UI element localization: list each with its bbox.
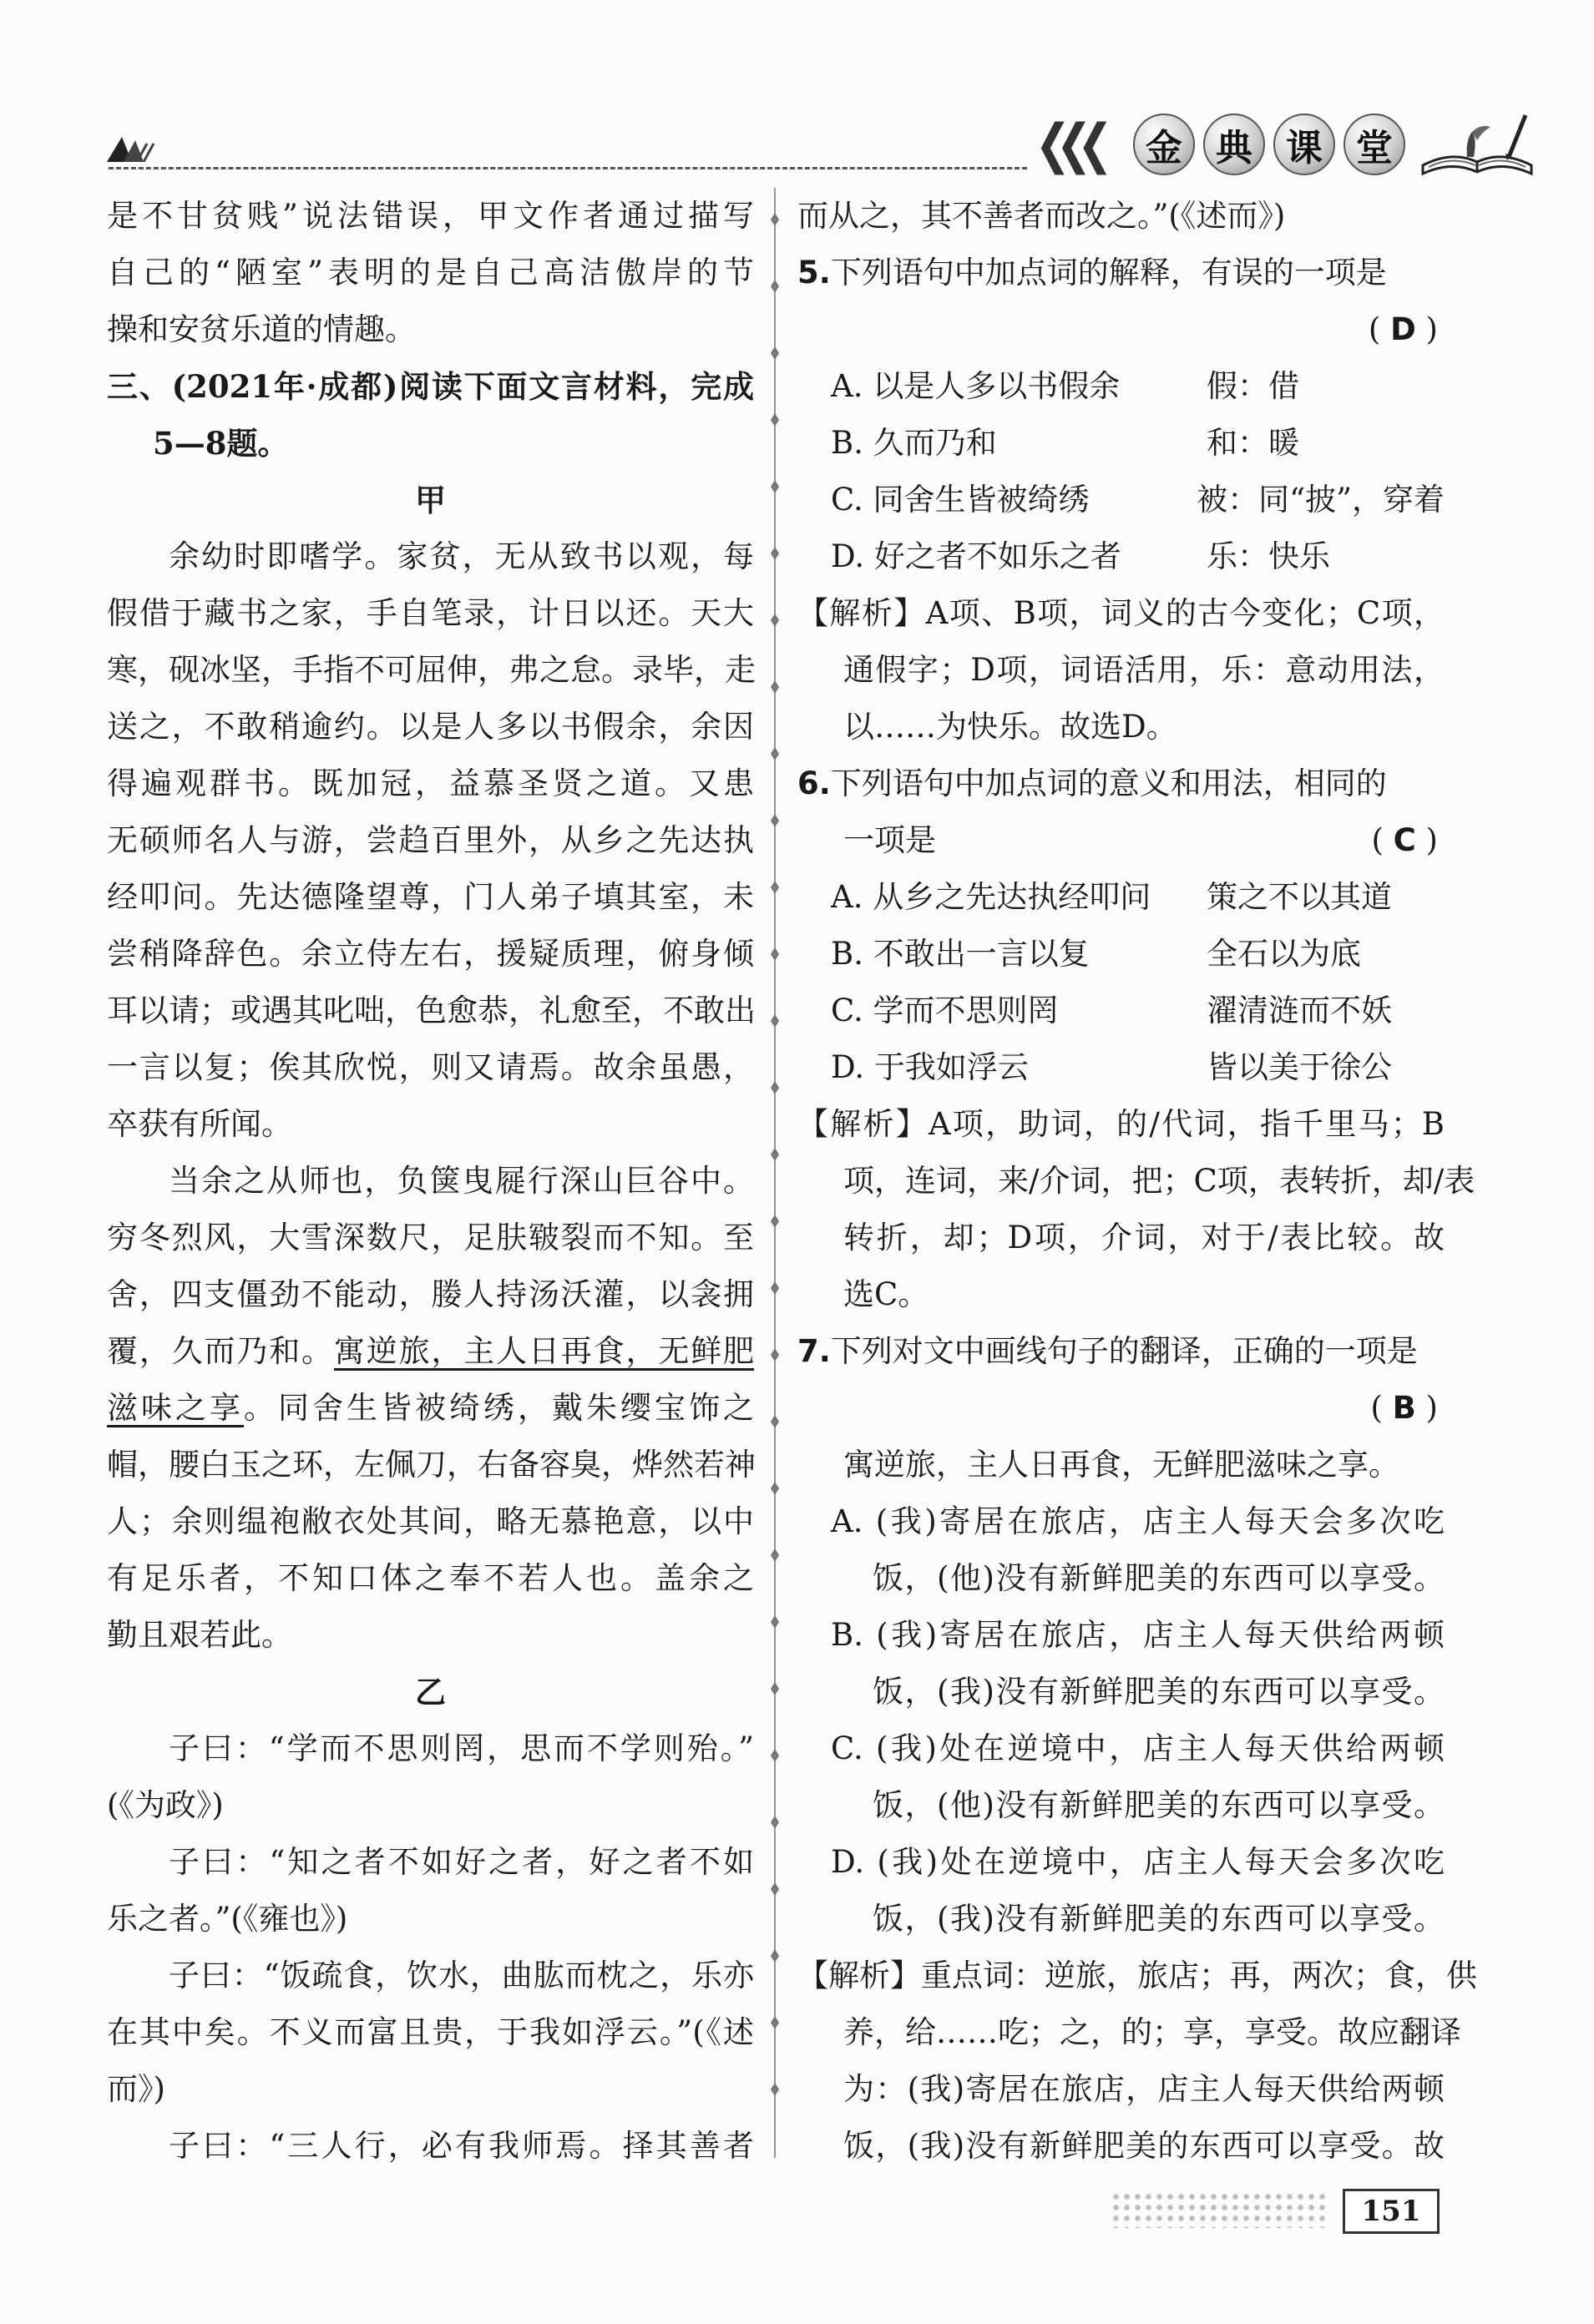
option-row: [797, 926, 1445, 983]
question-5: [797, 245, 1445, 301]
text-line: 子曰：“三人行，必有我师焉。择其善者: [169, 2128, 754, 2164]
analysis-line: 选C。: [843, 1276, 929, 1312]
text-line: 而》): [107, 2071, 165, 2107]
right-column: [797, 188, 1477, 2175]
option-row: [797, 983, 1445, 1039]
option-sentence: C. 学而不思则罔: [831, 993, 1059, 1028]
option-sentence: A. 从乡之先达执经叩问: [831, 879, 1151, 915]
header-dashed-rule: [109, 167, 1027, 169]
option-gloss: 乐：快乐: [1207, 538, 1330, 574]
option-compare: 策之不以其道: [1207, 879, 1392, 915]
text-line: 人；余则缊袍敝衣处其间，略无慕艳意，以中: [107, 1503, 754, 1539]
option-line-cont: 饭，(他)没有新鲜肥美的东西可以享受。: [873, 1787, 1445, 1823]
option-compare: 濯清涟而不妖: [1207, 993, 1392, 1028]
open-book-pencil-icon: [1419, 107, 1536, 182]
option-sentence: C. 同舍生皆被绮绣: [831, 482, 1090, 518]
section-heading-cont: 5—8题。: [153, 425, 289, 462]
question-text: 下列语句中加点词的解释，有误的一项是: [830, 255, 1387, 290]
answer-letter: D: [1390, 311, 1416, 347]
analysis-line: 通假字；D项，词语活用，乐：意动用法，: [843, 652, 1445, 688]
option-line-cont: 饭，(他)没有新鲜肥美的东西可以享受。: [873, 1560, 1445, 1596]
option-sentence: D. 好之者不如乐之者: [831, 538, 1121, 574]
option-sentence: B. 久而乃和: [831, 425, 997, 461]
text-line: 卒获有所闻。: [107, 1106, 292, 1142]
text-line: 在其中矣。不义而富且贵，于我如浮云。”(《述: [107, 2014, 754, 2050]
text-line: 操和安贫乐道的情趣。: [107, 311, 416, 347]
text-line: 自己的“陋室”表明的是自己高洁傲岸的节: [107, 255, 754, 290]
option-sentence: A. 以是人多以书假余: [831, 368, 1121, 404]
analysis-line: 为：(我)寄居在旅店，店主人每天供给两顿: [843, 2071, 1445, 2107]
question-text-cont: 一项是: [843, 822, 936, 858]
section-heading: 三、(2021年·成都)阅读下面文言材料，完成: [107, 368, 754, 405]
brand-char: 典: [1203, 114, 1265, 175]
double-chevron-icon: ❮❮❮: [1035, 114, 1099, 175]
brand-logo: [1027, 107, 1536, 182]
analysis-line: 养，给……吃；之，的；享，享受。故应翻译: [843, 2014, 1461, 2050]
left-column: [107, 188, 754, 2175]
text-line: 假借于藏书之家，手自笔录，计日以还。天大: [107, 595, 754, 631]
option-line: D. (我)处在逆境中，店主人每天会多次吃: [831, 1844, 1445, 1880]
text-line: 舍，四支僵劲不能动，媵人持汤沃灌，以衾拥: [107, 1276, 754, 1312]
option-compare: 皆以美于徐公: [1207, 1049, 1392, 1085]
question-7: [797, 1323, 1445, 1380]
analysis-line: 【解析】A项，助词，的/代词，指千里马；B: [797, 1106, 1445, 1142]
option-sentence: B. 不敢出一言以复: [831, 936, 1090, 972]
footer-dot-pattern: [1111, 2191, 1328, 2228]
question-text: 下列语句中加点词的意义和用法，相同的: [830, 765, 1387, 801]
text-line: 勤且艰若此。: [107, 1617, 292, 1653]
option-line-cont: 饭，(我)没有新鲜肥美的东西可以享受。: [873, 1674, 1445, 1710]
analysis-line: 以……为快乐。故选D。: [843, 709, 1177, 745]
text-line: 子曰：“饭疏食，饮水，曲肱而枕之，乐亦: [169, 1958, 754, 1993]
option-row: [797, 869, 1445, 926]
text-line: 子曰：“学而不思则罔，思而不学则殆。”: [169, 1730, 754, 1766]
brand-char: 课: [1273, 114, 1335, 175]
option-line-cont: 饭，(我)没有新鲜肥美的东西可以享受。: [873, 1901, 1445, 1937]
question-number: 5.: [797, 255, 831, 290]
option-row: [797, 1039, 1445, 1096]
question-text: 下列对文中画线句子的翻译，正确的一项是: [830, 1333, 1418, 1369]
text-line: 子曰：“知之者不如好之者，好之者不如: [169, 1844, 754, 1880]
text-line: 余幼时即嗜学。家贫，无从致书以观，每: [169, 538, 754, 574]
question-number: 6.: [797, 765, 831, 801]
text-line: 是不甘贫贱”说法错误，甲文作者通过描写: [107, 198, 754, 234]
text-line: 无硕师名人与游，尝趋百里外，从乡之先达执: [107, 822, 754, 858]
option-gloss: 和：暖: [1207, 425, 1299, 461]
option-row: [797, 528, 1445, 585]
text-line: (《为政》): [107, 1787, 224, 1823]
option-line: B. (我)寄居在旅店，店主人每天供给两顿: [831, 1617, 1445, 1653]
text-line: 经叩问。先达德隆望尊，门人弟子填其室，未: [107, 879, 754, 915]
text-line: 穷冬烈风，大雪深数尺，足肤皲裂而不知。至: [107, 1220, 754, 1255]
text-line: 得遍观群书。既加冠，益慕圣贤之道。又患: [107, 765, 754, 801]
text-line: 当余之从师也，负箧曳屣行深山巨谷中。: [169, 1163, 754, 1199]
option-gloss: 假：借: [1207, 368, 1299, 404]
option-row: [797, 358, 1445, 415]
option-line: A. (我)寄居在旅店，店主人每天会多次吃: [831, 1503, 1445, 1539]
answer-letter: B: [1392, 1390, 1416, 1426]
text-line: 而从之，其不善者而改之。”(《述而》): [797, 198, 1286, 234]
analysis-line: 【解析】A项、B项，词义的古今变化；C项，: [797, 595, 1445, 631]
answer-line: 一项是 ( C ): [797, 812, 1445, 869]
underlined-text-line: 覆，久而乃和。寓逆旅，主人日再食，无鲜肥: [107, 1333, 755, 1369]
page-number: 151: [1343, 2189, 1440, 2234]
analysis-line: 转折，却；D项，介词，对于/表比较。故: [843, 1220, 1445, 1255]
passage-label-jia: 甲: [415, 482, 446, 518]
analysis-line: 项，连词，来/介词，把；C项，表转折，却/表: [843, 1163, 1475, 1199]
text-line: 耳以请；或遇其叱咄，色愈恭，礼愈至，不敢出: [107, 993, 756, 1028]
answer-line: ( B ): [1370, 1390, 1438, 1426]
option-compare: 全石以为底: [1207, 936, 1361, 972]
text-line: 尝稍降辞色。余立侍左右，援疑质理，俯身倾: [107, 936, 754, 972]
column-divider: [769, 188, 781, 2158]
header-triangle-logo-icon: [107, 132, 157, 162]
option-gloss: 被：同“披”，穿着: [1197, 482, 1445, 518]
option-sentence: D. 于我如浮云: [831, 1049, 1029, 1085]
text-line: 寒，砚冰坚，手指不可屈伸，弗之怠。录毕，走: [107, 652, 756, 688]
text-line: 送之，不敢稍逾约。以是人多以书假余，余因: [107, 709, 754, 745]
brand-char: 堂: [1344, 114, 1405, 175]
question-6: [797, 755, 1445, 812]
text-line: 乐之者。”(《雍也》): [107, 1901, 348, 1937]
question-number: 7.: [797, 1333, 831, 1369]
analysis-line: 【解析】重点词：逆旅，旅店；再，两次；食，供: [797, 1958, 1477, 1993]
passage-label-yi: 乙: [415, 1674, 446, 1710]
text-line: 有足乐者，不知口体之奉不若人也。盖余之: [107, 1560, 754, 1596]
underlined-text-line: 滋味之享。同舍生皆被绮绣，戴朱缨宝饰之: [107, 1390, 754, 1426]
quoted-sentence: 寓逆旅，主人日再食，无鲜肥滋味之享。: [843, 1447, 1399, 1483]
brand-char: 金: [1133, 114, 1195, 175]
text-line: 一言以复；俟其欣悦，则又请焉。故余虽愚，: [107, 1049, 754, 1085]
option-line: C. (我)处在逆境中，店主人每天供给两顿: [831, 1730, 1445, 1766]
analysis-line: 饭，(我)没有新鲜肥美的东西可以享受。故: [843, 2128, 1445, 2164]
answer-line: ( D ): [1368, 311, 1438, 347]
text-line: 帽，腰白玉之环，左佩刀，右备容臭，烨然若神: [107, 1447, 756, 1483]
option-row: [797, 415, 1445, 472]
answer-letter: C: [1393, 822, 1416, 858]
option-row: [797, 472, 1445, 528]
